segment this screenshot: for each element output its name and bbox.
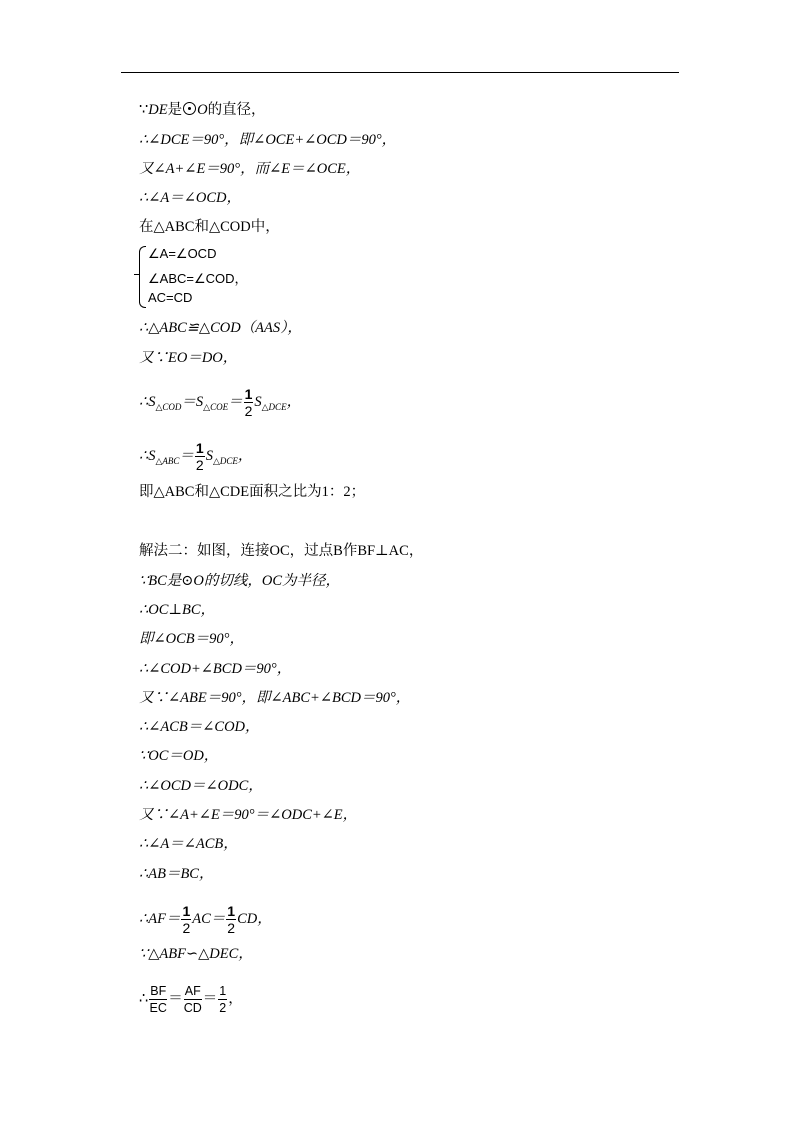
text-line: ∴AB＝BC， — [139, 866, 214, 882]
text-line: 即△ABC和△CDE面积之比为1：2； — [139, 484, 366, 500]
area-equation-2: $\therefore S_{\triangle ABC}=$ $\frac{1}{2}$ $S_{\triangle DCE}$， — [139, 440, 253, 473]
text-line: 又∵EO＝DO， — [139, 350, 238, 366]
ratio-equation: ∴ $\frac{BF}{EC}$ ＝ $\frac{AF}{CD}$ ＝ $\frac{1}{2}$ ， — [139, 984, 243, 1015]
header-rule — [121, 72, 679, 73]
circle-dot-icon — [183, 102, 196, 115]
system-row: ∠A=∠OCD — [148, 246, 217, 261]
area-equation-1: $\therefore S_{\triangle COD}=S_{\triangle COE}=$ $\frac{1}{2}$ $S_{\triangle DCE}$， — [139, 386, 302, 419]
text-line: 又∠A+∠E＝90°，而∠E＝∠OCE， — [139, 161, 361, 177]
text-line: ∵BC是⊙O的切线，OC为半径， — [139, 573, 341, 589]
system-row: AC=CD — [148, 290, 193, 305]
fraction: $\frac{1}{2}$ — [219, 984, 227, 1015]
af-equation: ∴AF＝ $\frac{1}{2}$ AC＝ $\frac{1}{2}$ CD， — [139, 903, 272, 936]
text-line: ∴∠A＝∠OCD， — [139, 190, 241, 206]
fraction: $\frac{1}{2}$ — [195, 440, 204, 473]
text-line: ∵DE是 O的直径， — [139, 102, 266, 118]
text-line: 又∵∠A+∠E＝90°＝∠ODC+∠E， — [139, 807, 358, 823]
text-line: ∵OC＝OD， — [139, 748, 219, 764]
text-line: 解法二：如图，连接OC，过点B作BF⊥AC， — [139, 543, 424, 559]
text-line: 在△ABC和△COD中， — [139, 219, 280, 235]
text-line: ∵△ABF∽△DEC， — [139, 946, 253, 962]
text-line: ∴∠OCD＝∠ODC， — [139, 778, 263, 794]
fraction: $\frac{1}{2}$ — [227, 903, 236, 936]
text-line: ∴∠DCE＝90°，即∠OCE+∠OCD＝90°， — [139, 132, 397, 148]
fraction: $\frac{BF}{EC}$ — [149, 984, 167, 1015]
brace-icon — [139, 246, 146, 308]
text-line: ∴△ABC≌△COD（AAS）， — [139, 320, 302, 336]
text-line: ∴∠COD+∠BCD＝90°， — [139, 661, 292, 677]
system-row: ∠ABC=∠COD， — [148, 271, 248, 286]
equation-system — [139, 246, 319, 308]
text-line: ∴OC⊥BC， — [139, 602, 216, 618]
text-line: 又∵∠ABE＝90°，即∠ABC+∠BCD＝90°， — [139, 690, 411, 706]
fraction: $\frac{1}{2}$ — [182, 903, 191, 936]
fraction: $\frac{1}{2}$ — [244, 386, 253, 419]
text-line: ∴∠A＝∠ACB， — [139, 836, 238, 852]
fraction: $\frac{AF}{CD}$ — [183, 984, 202, 1015]
text-line: ∴∠ACB＝∠COD， — [139, 719, 260, 735]
text-line: 即∠OCB＝90°， — [139, 631, 244, 647]
